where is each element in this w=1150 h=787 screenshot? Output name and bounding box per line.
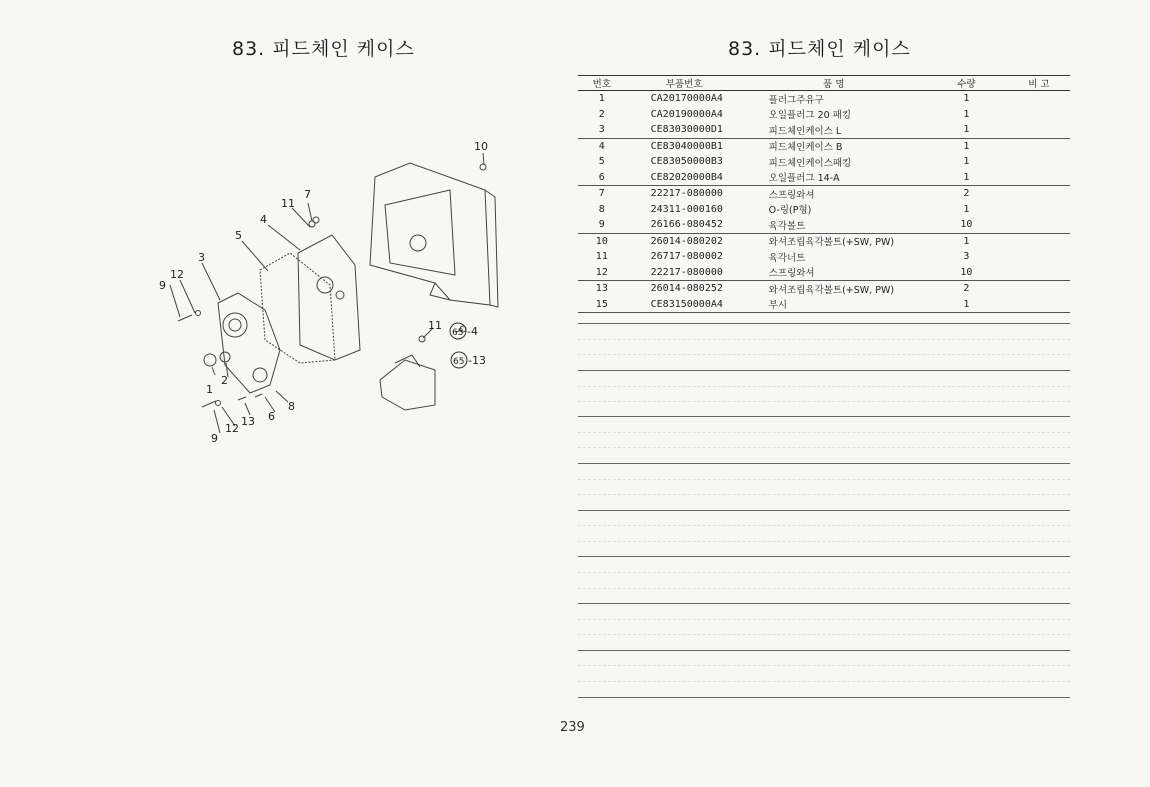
empty-rule <box>578 510 1070 511</box>
empty-dash <box>578 447 1070 448</box>
cell-name: 스프링와셔 <box>768 189 815 201</box>
cell-no: 10 <box>595 235 608 247</box>
cell-qty: 10 <box>925 265 1008 281</box>
cell-name: 오일플러그 14-A <box>743 170 925 186</box>
cell-name: 스프링와셔 <box>743 265 925 281</box>
table-row <box>578 122 1070 138</box>
cell-remarks <box>1008 281 1070 297</box>
table-row <box>578 91 1070 107</box>
cell-remarks <box>1008 217 1070 233</box>
cell-no: 1 <box>598 93 605 105</box>
cell-qty: 1 <box>925 297 1008 313</box>
page-number: 239 <box>560 720 585 735</box>
ref-65-b: 65 <box>453 357 465 367</box>
ref-suffix-4: -4 <box>467 325 478 338</box>
callout-11b: 11 <box>428 319 442 332</box>
table-row <box>578 107 1070 123</box>
cell-remarks <box>1008 233 1070 249</box>
cell-name: 육각너트 <box>768 252 806 264</box>
cell-qty: 10 <box>925 217 1008 233</box>
cell-qty: 1 <box>925 122 1008 138</box>
table-row <box>578 249 1070 265</box>
cell-name: O-링(P형) <box>768 205 812 217</box>
parts-table <box>578 75 1070 313</box>
cell-name: 피드체인케이스 B <box>768 142 843 154</box>
cell-remarks <box>1008 154 1070 170</box>
cell-part-number: CE83040000B1 <box>650 140 723 152</box>
cell-no: 4 <box>598 140 605 152</box>
cell-part-number: CE83150000A4 <box>626 297 743 313</box>
empty-dash <box>578 354 1070 355</box>
callout-13: 13 <box>241 415 255 428</box>
cell-remarks <box>1008 202 1070 218</box>
empty-dash <box>578 432 1070 433</box>
table-row <box>578 217 1070 233</box>
empty-dash <box>578 401 1070 402</box>
header-part-number: 부품번호 <box>626 76 743 91</box>
empty-rule <box>578 416 1070 417</box>
empty-rule <box>578 463 1070 464</box>
ref-65-a: 65 <box>452 328 464 338</box>
table-row <box>578 170 1070 186</box>
cell-part-number: 24311-000160 <box>650 203 723 215</box>
cell-no: 11 <box>595 251 608 263</box>
cell-part-number: 22217-080000 <box>650 188 723 200</box>
table-row <box>578 138 1070 154</box>
callout-12: 12 <box>170 268 184 281</box>
header-remarks: 비 고 <box>1008 76 1070 91</box>
cell-remarks <box>1008 107 1070 123</box>
callout-10: 10 <box>474 140 488 153</box>
header-qty: 수량 <box>925 76 1008 91</box>
cell-qty: 1 <box>963 203 970 215</box>
cell-part-number: CE82020000B4 <box>626 170 743 186</box>
cell-no: 6 <box>578 170 626 186</box>
header-no: 번호 <box>578 76 626 91</box>
cell-no: 15 <box>578 297 626 313</box>
cell-name: 피드체인케이스패킹 <box>768 157 852 169</box>
cell-name: 와셔조립육각볼트(+SW, PW) <box>768 284 895 296</box>
callout-8: 8 <box>288 400 295 413</box>
cell-no: 7 <box>598 188 605 200</box>
callout-1: 1 <box>206 383 213 396</box>
callout-4: 4 <box>260 213 267 226</box>
cell-remarks <box>1008 122 1070 138</box>
callout-12b: 12 <box>225 422 239 435</box>
callout-3: 3 <box>198 251 205 264</box>
cell-remarks <box>1008 265 1070 281</box>
cell-name: 부시 <box>743 297 925 313</box>
callout-6: 6 <box>268 410 275 423</box>
empty-dash <box>578 339 1070 340</box>
cell-no: 13 <box>595 283 608 295</box>
cell-qty: 1 <box>963 156 970 168</box>
cell-no: 2 <box>598 108 605 120</box>
empty-dash <box>578 541 1070 542</box>
ref-suffix-13: -13 <box>468 354 486 367</box>
cell-remarks <box>1008 297 1070 313</box>
cell-name: 플러그주유구 <box>768 94 824 106</box>
callout-11: 11 <box>281 197 295 210</box>
table-row <box>578 281 1070 297</box>
cell-qty: 1 <box>963 235 970 247</box>
empty-rule <box>578 697 1070 698</box>
empty-dash <box>578 588 1070 589</box>
callout-9b: 9 <box>211 432 218 445</box>
empty-dash <box>578 665 1070 666</box>
cell-remarks <box>1008 170 1070 186</box>
page-title-left: 83. 피드체인 케이스 <box>232 38 415 60</box>
empty-dash <box>578 525 1070 526</box>
exploded-parts-diagram <box>150 135 510 455</box>
empty-dash <box>578 479 1070 480</box>
empty-dash <box>578 619 1070 620</box>
empty-rule <box>578 556 1070 557</box>
empty-rule <box>578 370 1070 371</box>
cell-part-number: 26717-080002 <box>650 251 723 263</box>
callout-7: 7 <box>304 188 311 201</box>
cell-remarks <box>1008 249 1070 265</box>
empty-dash <box>578 681 1070 682</box>
cell-part-number: 26166-080452 <box>626 217 743 233</box>
table-row <box>578 154 1070 170</box>
cell-part-number: CA20170000A4 <box>650 93 723 105</box>
cell-remarks <box>1008 138 1070 154</box>
cell-remarks <box>1008 91 1070 107</box>
case-b-outline <box>298 235 360 360</box>
cell-no: 9 <box>578 217 626 233</box>
table-row <box>578 265 1070 281</box>
table-row <box>578 297 1070 313</box>
callout-9: 9 <box>159 279 166 292</box>
callout-2: 2 <box>221 374 228 387</box>
cell-no: 8 <box>598 203 605 215</box>
empty-dash <box>578 572 1070 573</box>
callout-5: 5 <box>235 229 242 242</box>
table-row <box>578 233 1070 249</box>
empty-rule <box>578 603 1070 604</box>
cell-remarks <box>1008 186 1070 202</box>
cell-name: 피드체인케이스 L <box>743 122 925 138</box>
cell-qty: 1 <box>963 108 970 120</box>
table-row <box>578 202 1070 218</box>
cell-qty: 2 <box>963 188 970 200</box>
cell-part-number: 22217-080000 <box>626 265 743 281</box>
cell-qty: 1 <box>925 170 1008 186</box>
cell-part-number: CA20190000A4 <box>650 108 723 120</box>
cell-qty: 1 <box>963 93 970 105</box>
empty-rule <box>578 323 1070 324</box>
cell-part-number: CE83050000B3 <box>650 156 723 168</box>
cell-no: 5 <box>598 156 605 168</box>
header-name: 품 명 <box>743 76 925 91</box>
empty-dash <box>578 494 1070 495</box>
cell-part-number: CE83030000D1 <box>626 122 743 138</box>
cell-no: 3 <box>578 122 626 138</box>
empty-dash <box>578 634 1070 635</box>
cell-part-number: 26014-080252 <box>650 283 723 295</box>
cell-qty: 1 <box>963 140 970 152</box>
cell-qty: 3 <box>963 251 970 263</box>
cell-name: 오일플러그 20 패킹 <box>768 110 852 122</box>
parts-table-header <box>578 76 1070 91</box>
cell-part-number: 26014-080202 <box>650 235 723 247</box>
page-title-right: 83. 피드체인 케이스 <box>728 38 911 60</box>
empty-dash <box>578 386 1070 387</box>
table-row <box>578 186 1070 202</box>
cell-name: 육각볼트 <box>743 217 925 233</box>
empty-rule <box>578 650 1070 651</box>
cell-no: 12 <box>578 265 626 281</box>
cell-qty: 2 <box>963 283 970 295</box>
exploded-view-drawing <box>150 135 510 455</box>
cell-name: 와셔조립육각볼트(+SW, PW) <box>768 237 895 249</box>
